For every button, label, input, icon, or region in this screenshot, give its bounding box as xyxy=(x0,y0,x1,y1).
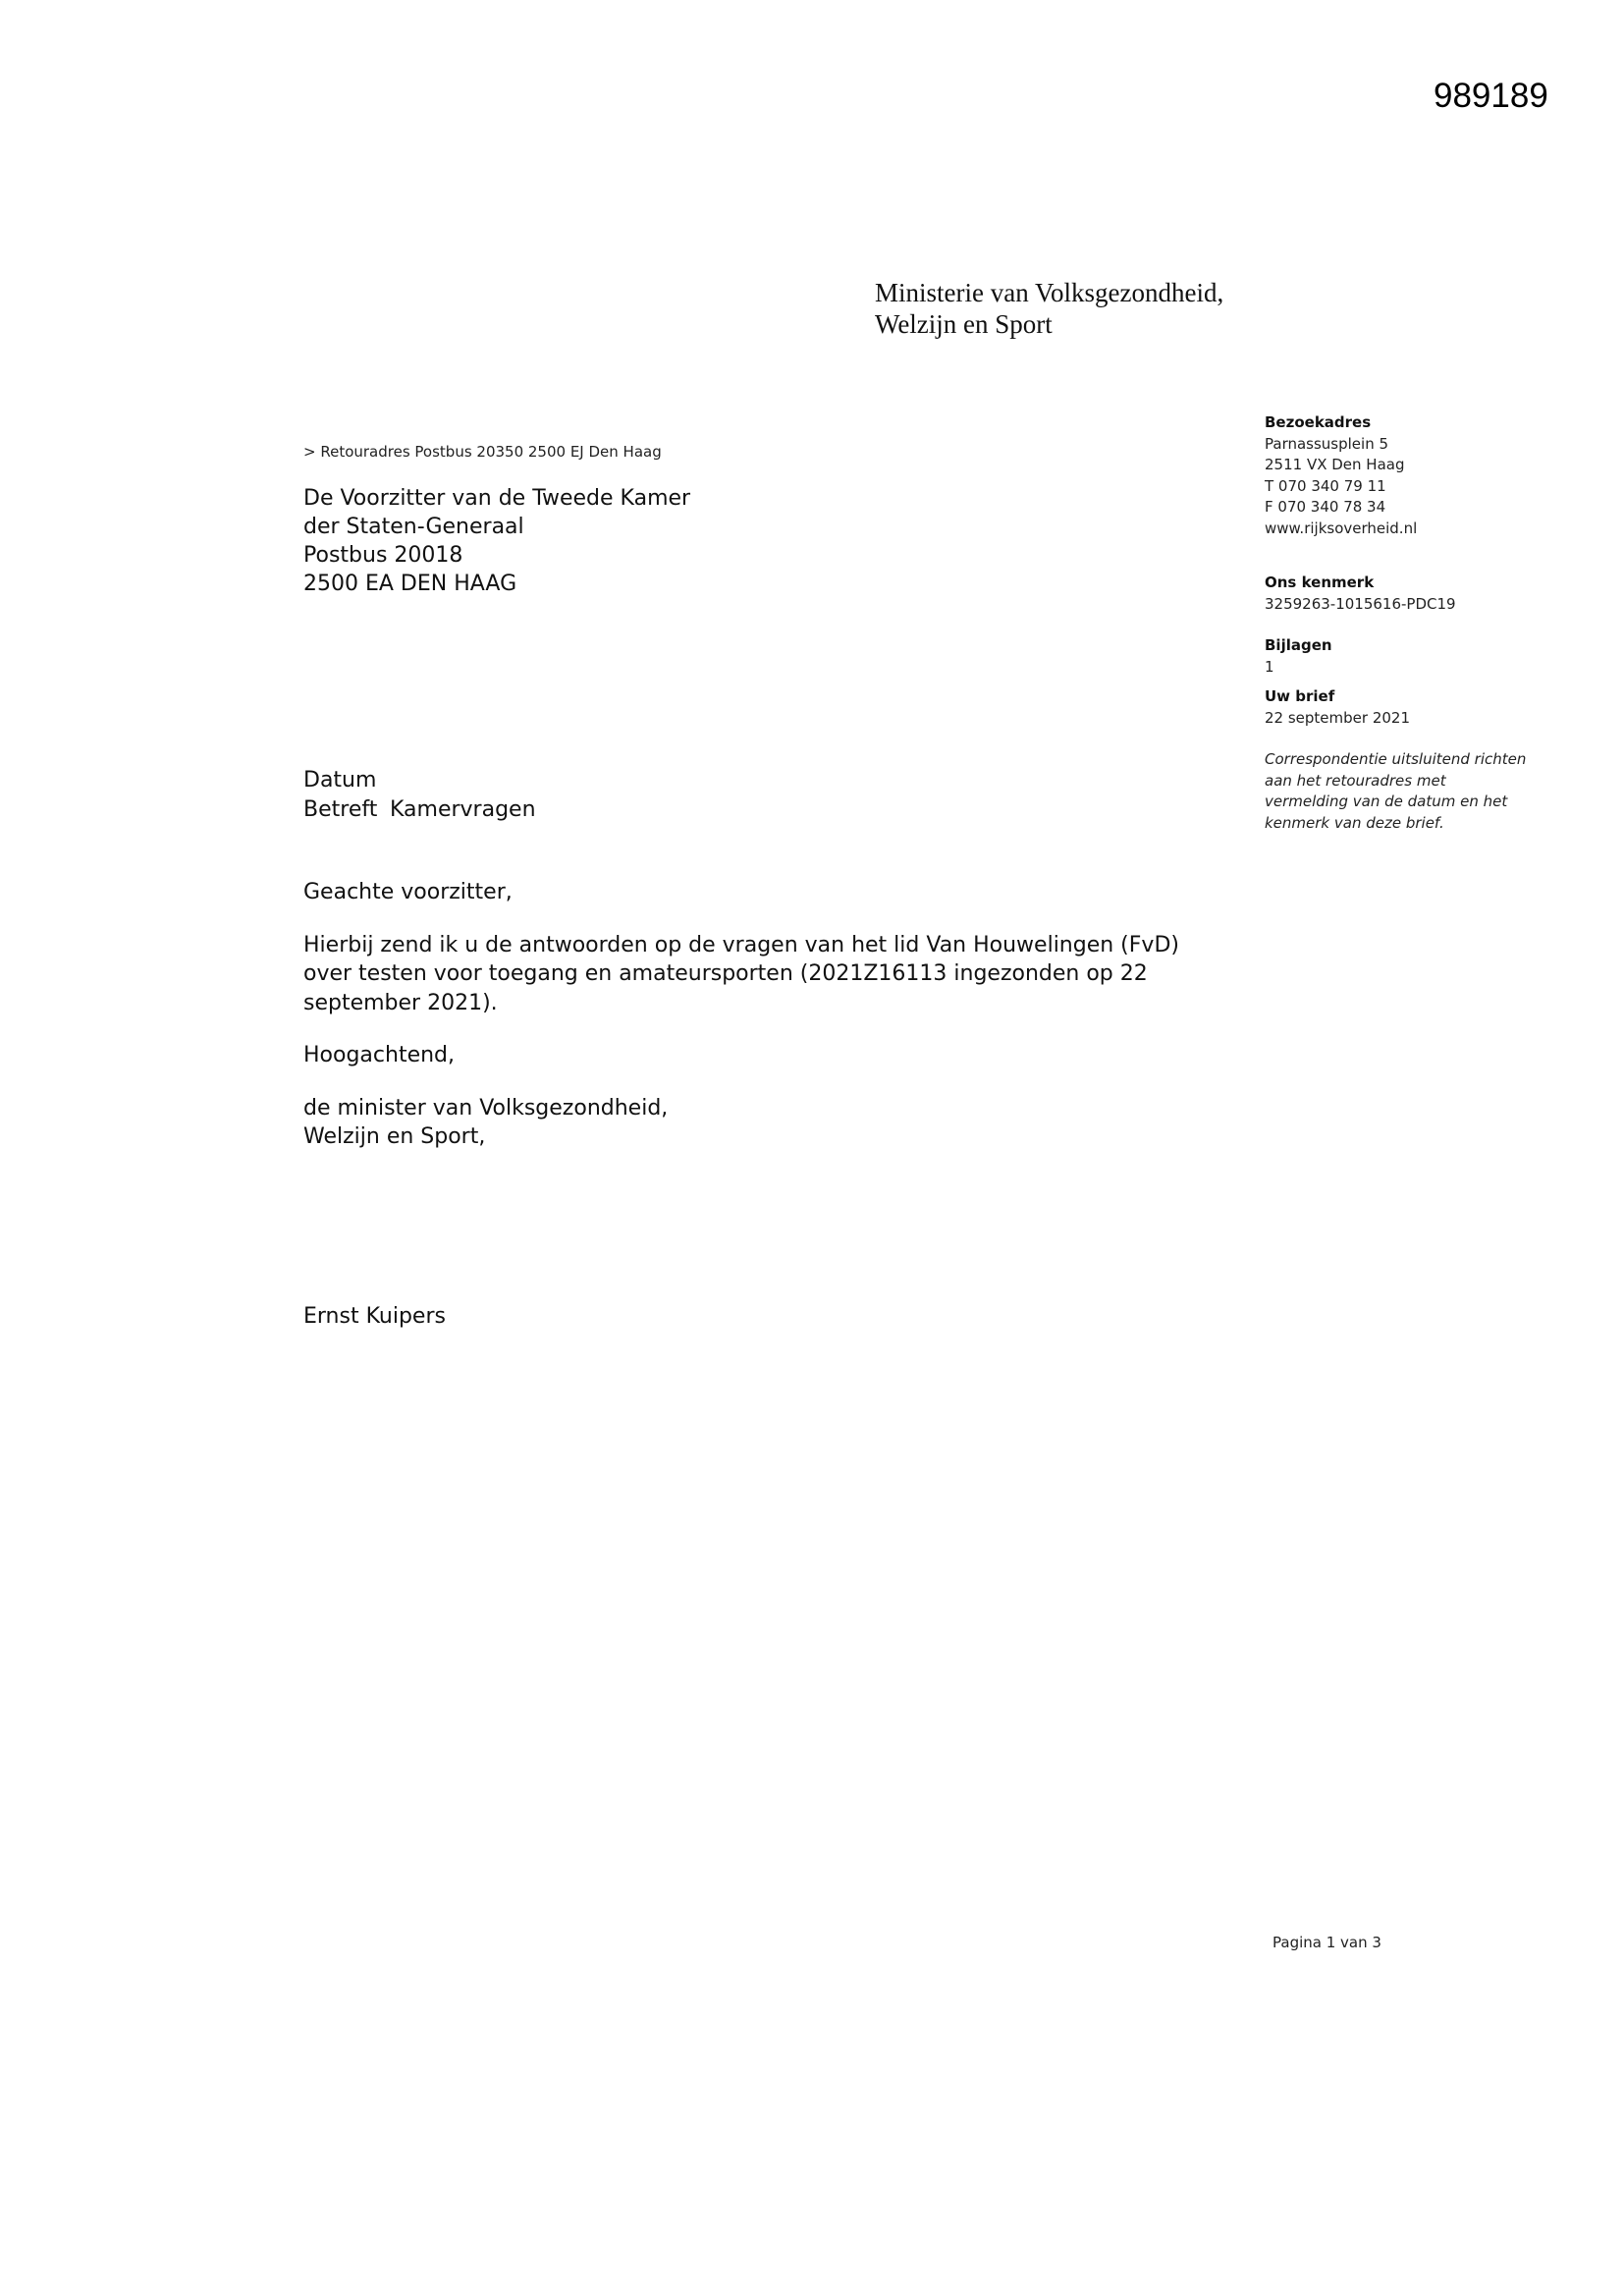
closing: Hoogachtend, xyxy=(303,1043,456,1067)
attachments-label: Bijlagen xyxy=(1265,636,1332,654)
reference-value: 3259263-1015616-PDC19 xyxy=(1265,594,1456,613)
body-paragraph-line: Hierbij zend ik u de antwoorden op de vragen van het lid Van Houwelingen (FvD) xyxy=(303,932,1179,957)
attachments-block xyxy=(1265,635,1589,678)
letter-sidebar xyxy=(1265,412,1589,834)
signoff-line: de minister van Volksgezondheid, xyxy=(303,1095,669,1121)
recipient-line: 2500 EA DEN HAAG xyxy=(303,572,517,596)
salutation: Geachte voorzitter, xyxy=(303,880,513,904)
signoff-line: Welzijn en Sport, xyxy=(303,1124,486,1149)
fax-number: F 070 340 78 34 xyxy=(1265,498,1386,516)
signoff xyxy=(303,1094,1167,1152)
reference-label: Ons kenmerk xyxy=(1265,574,1375,591)
document-number: 989189 xyxy=(1434,77,1548,115)
subject-label: Betreft xyxy=(303,797,378,822)
ministry-name-line2: Welzijn en Sport xyxy=(875,309,1053,339)
ministry-logo-text xyxy=(875,277,1223,340)
body-paragraph xyxy=(303,931,1179,1018)
return-address: > Retouradres Postbus 20350 2500 EJ Den Haag xyxy=(303,443,662,461)
correspondence-note: Correspondentie uitsluitend richten aan het retouradres met vermelding van de datum en het kenmerk van deze brief. xyxy=(1265,750,1527,832)
date-row xyxy=(303,766,536,795)
reference-block xyxy=(1265,573,1589,615)
date-label: Datum xyxy=(303,768,377,793)
visit-address-block xyxy=(1265,412,1589,539)
recipient-line: Postbus 20018 xyxy=(303,543,463,568)
ministry-name-line1: Ministerie van Volksgezondheid, xyxy=(875,278,1224,307)
body-paragraph-line: over testen voor toegang en amateursporten (2021Z16113 ingezonden op 22 xyxy=(303,961,1148,986)
recipient-line: der Staten-Generaal xyxy=(303,515,524,539)
your-letter-value: 22 september 2021 xyxy=(1265,708,1411,727)
your-letter-label: Uw brief xyxy=(1265,687,1335,705)
your-letter-block xyxy=(1265,686,1589,729)
visit-street: Parnassusplein 5 xyxy=(1265,434,1389,453)
body-paragraph-line: september 2021). xyxy=(303,990,498,1015)
visit-city: 2511 VX Den Haag xyxy=(1265,456,1405,473)
subject-value: Kamervragen xyxy=(390,797,536,822)
attachments-value: 1 xyxy=(1265,657,1274,676)
visit-address-label: Bezoekadres xyxy=(1265,413,1372,431)
letter-meta xyxy=(303,766,536,825)
recipient-line: De Voorzitter van de Tweede Kamer xyxy=(303,486,691,511)
subject-row xyxy=(303,795,536,825)
recipient-address xyxy=(303,484,690,598)
letter-body xyxy=(303,878,1179,1175)
website-link[interactable]: www.rijksoverheid.nl xyxy=(1265,519,1418,537)
page-indicator: Pagina 1 van 3 xyxy=(1272,1934,1381,1951)
signer-name: Ernst Kuipers xyxy=(303,1304,446,1329)
phone-number: T 070 340 79 11 xyxy=(1265,476,1386,495)
